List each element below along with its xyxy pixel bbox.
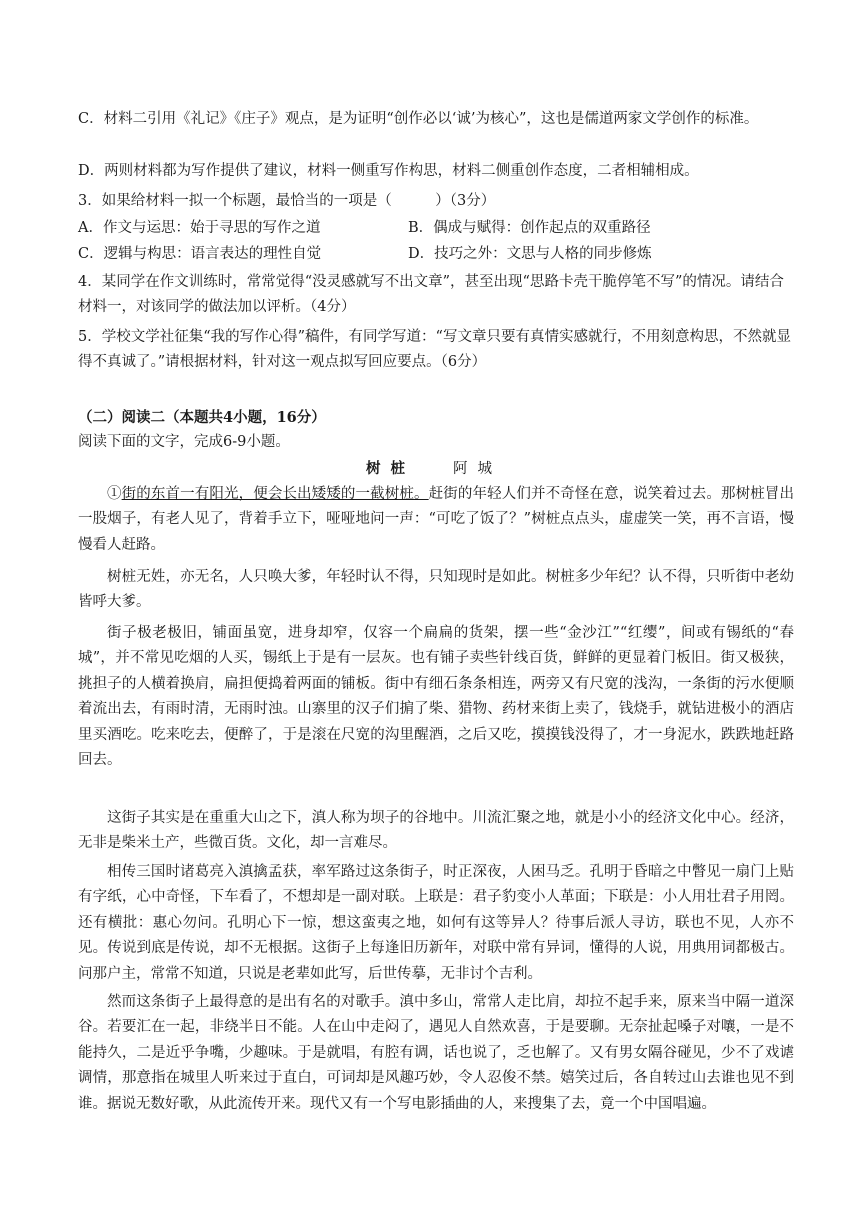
paragraph-1-underlined-sentence: 街的东首一有阳光，便会长出矮矮的一截树桩。 bbox=[121, 486, 429, 502]
paragraph-4: 这街子其实是在重重大山之下，滇人称为坝子的谷地中。川流汇聚之地，就是小小的经济文化中心。经济，无非是柴米土产，些微百货。文化，却一言难尽。 bbox=[78, 810, 794, 852]
question-3-stem: 3．如果给材料一拟一个标题，最恰当的一项是（ ）（3分） bbox=[78, 193, 496, 209]
paragraph-1-rest: 赶街的年轻人们并不奇怪在意，说笑着过去。那树桩冒出一股烟子，有老人见了，背着手立下，哑哑地问一声：“可吃了饭了？”树桩点点头，虚虚笑一笑，再不言语，慢慢看人赶路。 bbox=[78, 486, 795, 553]
question-3-option-a: A．作文与运思：始于寻思的写作之道 bbox=[78, 220, 321, 236]
article-title: 树桩 bbox=[366, 460, 415, 477]
paragraph-2: 树桩无姓，亦无名，人只唤大爹，年轻时认不得，只知现时是如此。树桩多少年纪？认不得，只听街中老幼皆呼大爹。 bbox=[78, 569, 794, 611]
question-3-option-b: B．偶成与赋得：创作起点的双重路径 bbox=[408, 220, 651, 236]
paragraph-1-mark: ① bbox=[107, 486, 122, 502]
question-3-options-row-2 bbox=[78, 242, 794, 267]
option-c-text: C．材料二引用《礼记》《庄子》观点，是为证明“创作必以‘诚’为核心”，这也是儒道两家文学创作的标准。 bbox=[78, 111, 759, 127]
question-3-option-d: D．技巧之外：文思与人格的同步修炼 bbox=[408, 246, 652, 262]
question-5: 5．学校文学社征集“我的写作心得”稿件，有同学写道：“写文章只要有真情实感就行，不用刻意构思，不然就显得不真诚了。”请根据材料，针对这一观点拟写回应要点。（6分） bbox=[78, 329, 791, 370]
question-4: 4．某同学在作文训练时，常常觉得“没灵感就写不出文章”，甚至出现“思路卡壳干脆停笔不写”的情况。请结合材料一，对该同学的做法加以评析。（4分） bbox=[78, 274, 784, 315]
paragraph-1 bbox=[78, 482, 794, 558]
question-3-option-c: C．逻辑与构思：语言表达的理性自觉 bbox=[78, 246, 322, 262]
article-title-line bbox=[0, 458, 868, 480]
question-3-options-row-1 bbox=[78, 216, 794, 241]
option-d-text: D．两则材料都为写作提供了建议，材料一侧重写作构思，材料二侧重创作态度，二者相辅相成。 bbox=[78, 163, 699, 179]
paragraph-3: 街子极老极旧，铺面虽宽，进身却窄，仅容一个扁扁的货架，摆一些“金沙江”“红缨”，间或有锡纸的“春城”，并不常见吃烟的人买，锡纸上于是有一层灰。也有铺子卖些针线百货，鲜鲜的更显着门板旧。街又极狭，挑担子的人横着换肩，扁担便捣着两面的铺板。街中有细石条条相连，两旁又有尺宽的浅沟，一条街的污水便顺着流出去，有雨时清，无雨时浊。山寨里的汉子们掮了柴、猎物、药材来街上卖了，钱烧手，就钻进极小的酒店里买酒吃。吃来吃去，便醉了，于是滚在尺宽的沟里醒酒，之后又吃，摸摸钱没得了，才一身泥水，跌跌地赶路回去。 bbox=[78, 625, 794, 769]
reading-instruction: 阅读下面的文字，完成6-9小题。 bbox=[78, 434, 290, 450]
paragraph-5: 相传三国时诸葛亮入滇擒孟获，率军路过这条街子，时正深夜，人困马乏。孔明于昏暗之中瞥见一扇门上贴有字纸，心中奇怪，下车看了，不想却是一副对联。上联是：君子豹变小人革面；下联是：小人用壮君子用罔。还有横批：惠心勿问。孔明心下一惊，想这蛮夷之地，如何有这等异人？待事后派人寻访，联也不见，人亦不见。传说到底是传说，却不无根据。这街子上每逢旧历新年，对联中常有异词，懂得的人说，用典用词都极古。问那户主，常常不知道，只说是老辈如此写，后世传摹，无非讨个吉利。 bbox=[78, 864, 794, 982]
paragraph-6: 然而这条街子上最得意的是出有名的对歌手。滇中多山，常常人走比肩，却拉不起手来，原来当中隔一道深谷。若要汇在一起，非绕半日不能。人在山中走闷了，遇见人自然欢喜，于是要聊。无奈扯起嗓子对嚷，一是不能持久，二是近乎争嘴，少趣味。于是就唱，有腔有调，话也说了，乏也解了。又有男女隔谷碰见，少不了戏谑调情，那意指在城里人听来过于直白，可词却是风趣巧妙，令人忍俊不禁。嬉笑过后，各自转过山去谁也见不到谁。据说无数好歌，从此流传开来。现代又有一个写电影插曲的人，来搜集了去，竟一个中国唱遍。 bbox=[78, 994, 794, 1112]
section-heading: （二）阅读二（本题共4小题，16分） bbox=[78, 409, 326, 426]
article-author: 阿城 bbox=[453, 461, 502, 477]
